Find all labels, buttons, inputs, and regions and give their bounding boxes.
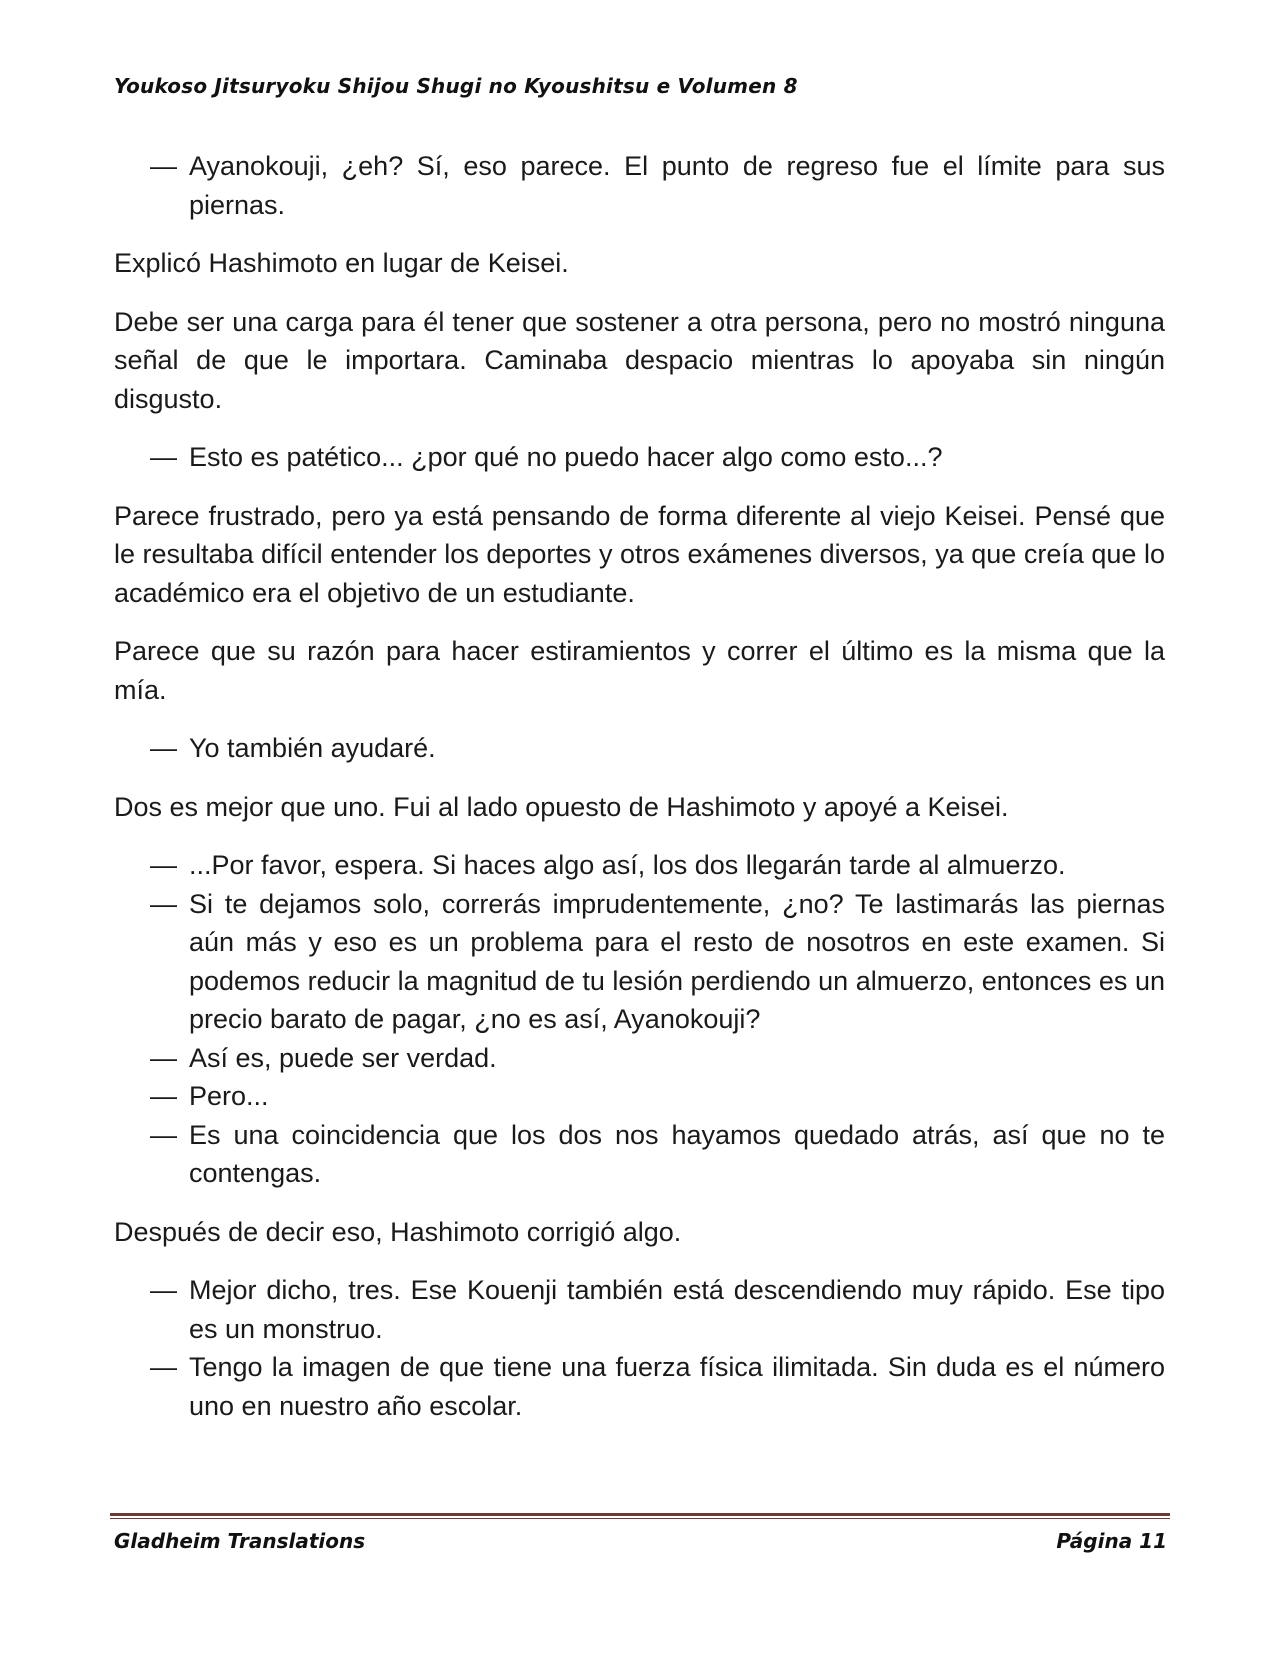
- dialogue-dash: —: [150, 442, 177, 472]
- dialogue-group: [114, 438, 1165, 477]
- dialogue-line: [114, 729, 1165, 768]
- dialogue-dash: —: [150, 850, 177, 880]
- dialogue-text: Esto es patético... ¿por qué no puedo hacer algo como esto...?: [189, 442, 943, 472]
- dialogue-line: [114, 885, 1165, 1039]
- dialogue-dash: —: [150, 888, 177, 919]
- dialogue-dash: —: [150, 1042, 177, 1073]
- dialogue-dash: —: [150, 1275, 177, 1305]
- dialogue-group: [114, 1271, 1165, 1425]
- dialogue-dash: —: [150, 1352, 177, 1382]
- dialogue-line: [114, 1116, 1165, 1193]
- paragraph: Parece que su razón para hacer estiramientos y correr el último es la misma que la mía.: [114, 636, 1165, 705]
- dialogue-text: Ayanokouji, ¿eh? Sí, eso parece. El punto de regreso fue el límite para sus piernas.: [189, 151, 1165, 220]
- footer-divider: [110, 1513, 1170, 1519]
- paragraph: Debe ser una carga para él tener que sostener a otra persona, pero no mostró ninguna señal de que le importara. Caminaba despacio mientras lo apoyaba sin ningún disgusto.: [114, 306, 1165, 414]
- paragraph: Parece frustrado, pero ya está pensando de forma diferente al viejo Keisei. Pensé que le resultaba difícil entender los deportes y otros exámenes diversos, ya que creía que lo académico era el objetivo de un estudiante.: [114, 500, 1165, 608]
- dialogue-group: [114, 729, 1165, 768]
- dialogue-dash: —: [150, 1119, 177, 1150]
- dialogue-text: Así es, puede ser verdad.: [189, 1042, 497, 1073]
- dialogue-line: [114, 1039, 1165, 1078]
- dialogue-text: Tengo la imagen de que tiene una fuerza física ilimitada. Sin duda es el número uno en nuestro año escolar.: [189, 1352, 1165, 1421]
- dialogue-line: [114, 438, 1165, 477]
- dialogue-group: [114, 147, 1165, 224]
- paragraph: Explicó Hashimoto en lugar de Keisei.: [114, 248, 569, 278]
- paragraph: Después de decir eso, Hashimoto corrigió algo.: [114, 1216, 682, 1247]
- footer-translator: Gladheim Translations: [114, 1529, 366, 1553]
- dialogue-dash: —: [150, 733, 177, 763]
- running-header: Youkoso Jitsuryoku Shijou Shugi no Kyoushitsu e Volumen 8: [114, 74, 798, 98]
- dialogue-line: [114, 1271, 1165, 1348]
- paragraph: Dos es mejor que uno. Fui al lado opuesto de Hashimoto y apoyé a Keisei.: [114, 791, 1009, 822]
- dialogue-text: Pero...: [189, 1081, 269, 1111]
- footer-page-number: Página 11: [1056, 1529, 1167, 1553]
- dialogue-line: [114, 147, 1165, 224]
- dialogue-line: [114, 1348, 1165, 1425]
- dialogue-dash: —: [150, 1081, 177, 1111]
- dialogue-line: [114, 846, 1165, 885]
- dialogue-text: ...Por favor, espera. Si haces algo así, los dos llegarán tarde al almuerzo.: [189, 850, 1066, 880]
- page-body: [114, 147, 1165, 1445]
- dialogue-line: [114, 1077, 1165, 1116]
- dialogue-text: Es una coincidencia que los dos nos hayamos quedado atrás, así que no te contengas.: [189, 1119, 1165, 1188]
- dialogue-text: Mejor dicho, tres. Ese Kouenji también está descendiendo muy rápido. Ese tipo es un monstruo.: [189, 1275, 1165, 1344]
- dialogue-text: Si te dejamos solo, correrás imprudentemente, ¿no? Te lastimarás las piernas aún más y eso es un problema para el resto de nosotros en este examen. Si podemos reducir la magnitud de tu lesión perdiendo un almuerzo, entonces es un precio barato de pagar, ¿no es así, Ayanokouji?: [189, 888, 1165, 1034]
- dialogue-dash: —: [150, 151, 177, 181]
- dialogue-group: [114, 846, 1165, 1193]
- dialogue-text: Yo también ayudaré.: [189, 733, 436, 763]
